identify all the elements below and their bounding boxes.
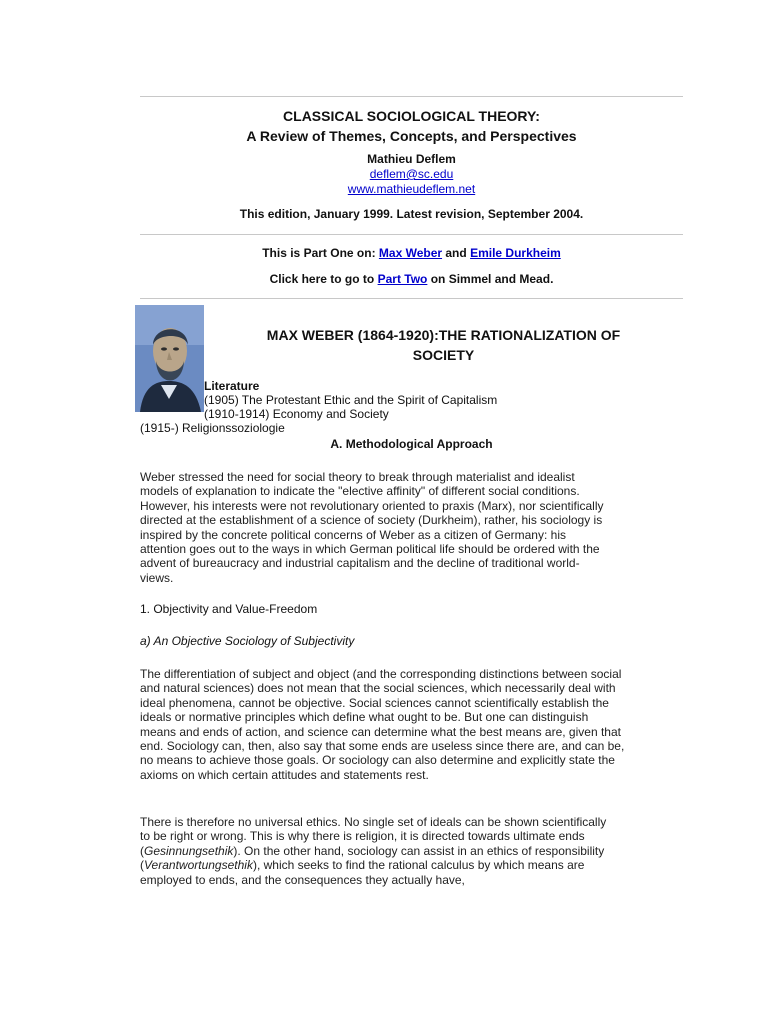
author-name: Mathieu Deflem bbox=[367, 152, 456, 166]
part-two-suffix: on Simmel and Mead. bbox=[427, 272, 554, 286]
literature-item: (1915-) Religionssoziologie bbox=[140, 421, 285, 435]
max-weber-link[interactable]: Max Weber bbox=[378, 246, 443, 260]
term-verantwortungsethik: Verantwortungsethik bbox=[144, 858, 253, 873]
title-line-2: A Review of Themes, Concepts, and Perspectives bbox=[246, 128, 577, 144]
paragraph-differentiation: The differentiation of subject and object (and the corresponding distinctions between social and natural sciences) does not mean that the social sciences, which necessarily deal with ideal phenomena, cannot be objective. Social sciences cannot scientifically establish the ideals or normative principles which define what ought to be. But one can distinguish means and ends of action, and science can determine what the best means are, given that end. Sociology can, then, also say that some ends are useless since there are, and can be, no means to achieve those goals. Or sociology can also determine and explicitly state the axioms on which certain attitudes and statements rest. bbox=[140, 667, 625, 782]
heading-objective-sociology-text: a) An Objective Sociology of Subjectivity bbox=[140, 634, 355, 648]
methodological-heading: A. Methodological Approach bbox=[330, 437, 493, 451]
part-two-link[interactable]: Part Two bbox=[377, 272, 428, 286]
literature-heading: Literature bbox=[204, 379, 260, 393]
part-two-prefix: Click here to go to bbox=[269, 272, 378, 286]
author-website-link[interactable]: www.mathieudeflem.net bbox=[347, 182, 476, 196]
and-text: and bbox=[442, 246, 471, 260]
top-rule bbox=[140, 96, 683, 97]
part-one-line bbox=[140, 246, 683, 260]
paragraph-intro: Weber stressed the need for social theory to break through materialist and idealist models of explanation to indicate the "elective affinity" of different social conditions. However, his interests were not revolutionary oriented to praxis (Marx), nor scientifically directed at the establishment of a science of society (Durkheim), rather, his sociology is inspired by the concrete political concerns of Weber as a citizen of Germany: his attention goes out to the ways in which German political life should be ordered with the advent of bureaucracy and industrial capitalism and the decline of traditional world-views. bbox=[140, 470, 604, 585]
author-block bbox=[140, 152, 683, 197]
heading-objectivity: 1. Objectivity and Value-Freedom bbox=[140, 602, 318, 616]
mid-rule-2 bbox=[140, 298, 683, 299]
part-two-line bbox=[140, 272, 683, 286]
title-line-1: CLASSICAL SOCIOLOGICAL THEORY: bbox=[283, 108, 540, 124]
section-title-line-1: MAX WEBER (1864-1920):THE RATIONALIZATION OF bbox=[266, 327, 621, 343]
ethics-text-a: There is therefore no universal ethics. No single set of ideals can be shown scientifically to be right or wrong. This is why there is religion, it is directed towards ultimate ends ( bbox=[140, 815, 607, 858]
literature-item: (1910-1914) Economy and Society bbox=[204, 407, 389, 421]
mid-rule-1 bbox=[140, 234, 683, 235]
ethics-text-c: ), which seeks to find the rational calculus by which means are employed to ends, and the consequences they actually have, bbox=[140, 858, 585, 887]
paragraph-ethics bbox=[140, 815, 618, 887]
weber-portrait bbox=[135, 305, 204, 412]
part-one-prefix: This is Part One on: bbox=[262, 246, 379, 260]
author-email-link[interactable]: deflem@sc.edu bbox=[369, 167, 454, 181]
section-title bbox=[204, 325, 683, 365]
emile-durkheim-link[interactable]: Emile Durkheim bbox=[470, 246, 561, 260]
portrait-image bbox=[135, 305, 204, 412]
document-title bbox=[140, 106, 683, 146]
ethics-text-b: ). On the other hand, sociology can assist in an ethics of responsibility ( bbox=[140, 843, 605, 873]
heading-objective-sociology bbox=[140, 634, 354, 648]
term-gesinnungsethik: Gesinnungsethik bbox=[144, 843, 234, 858]
literature-item: (1905) The Protestant Ethic and the Spirit of Capitalism bbox=[204, 393, 498, 407]
edition-note: This edition, January 1999. Latest revision, September 2004. bbox=[239, 207, 584, 221]
section-title-line-2: SOCIETY bbox=[412, 347, 475, 363]
